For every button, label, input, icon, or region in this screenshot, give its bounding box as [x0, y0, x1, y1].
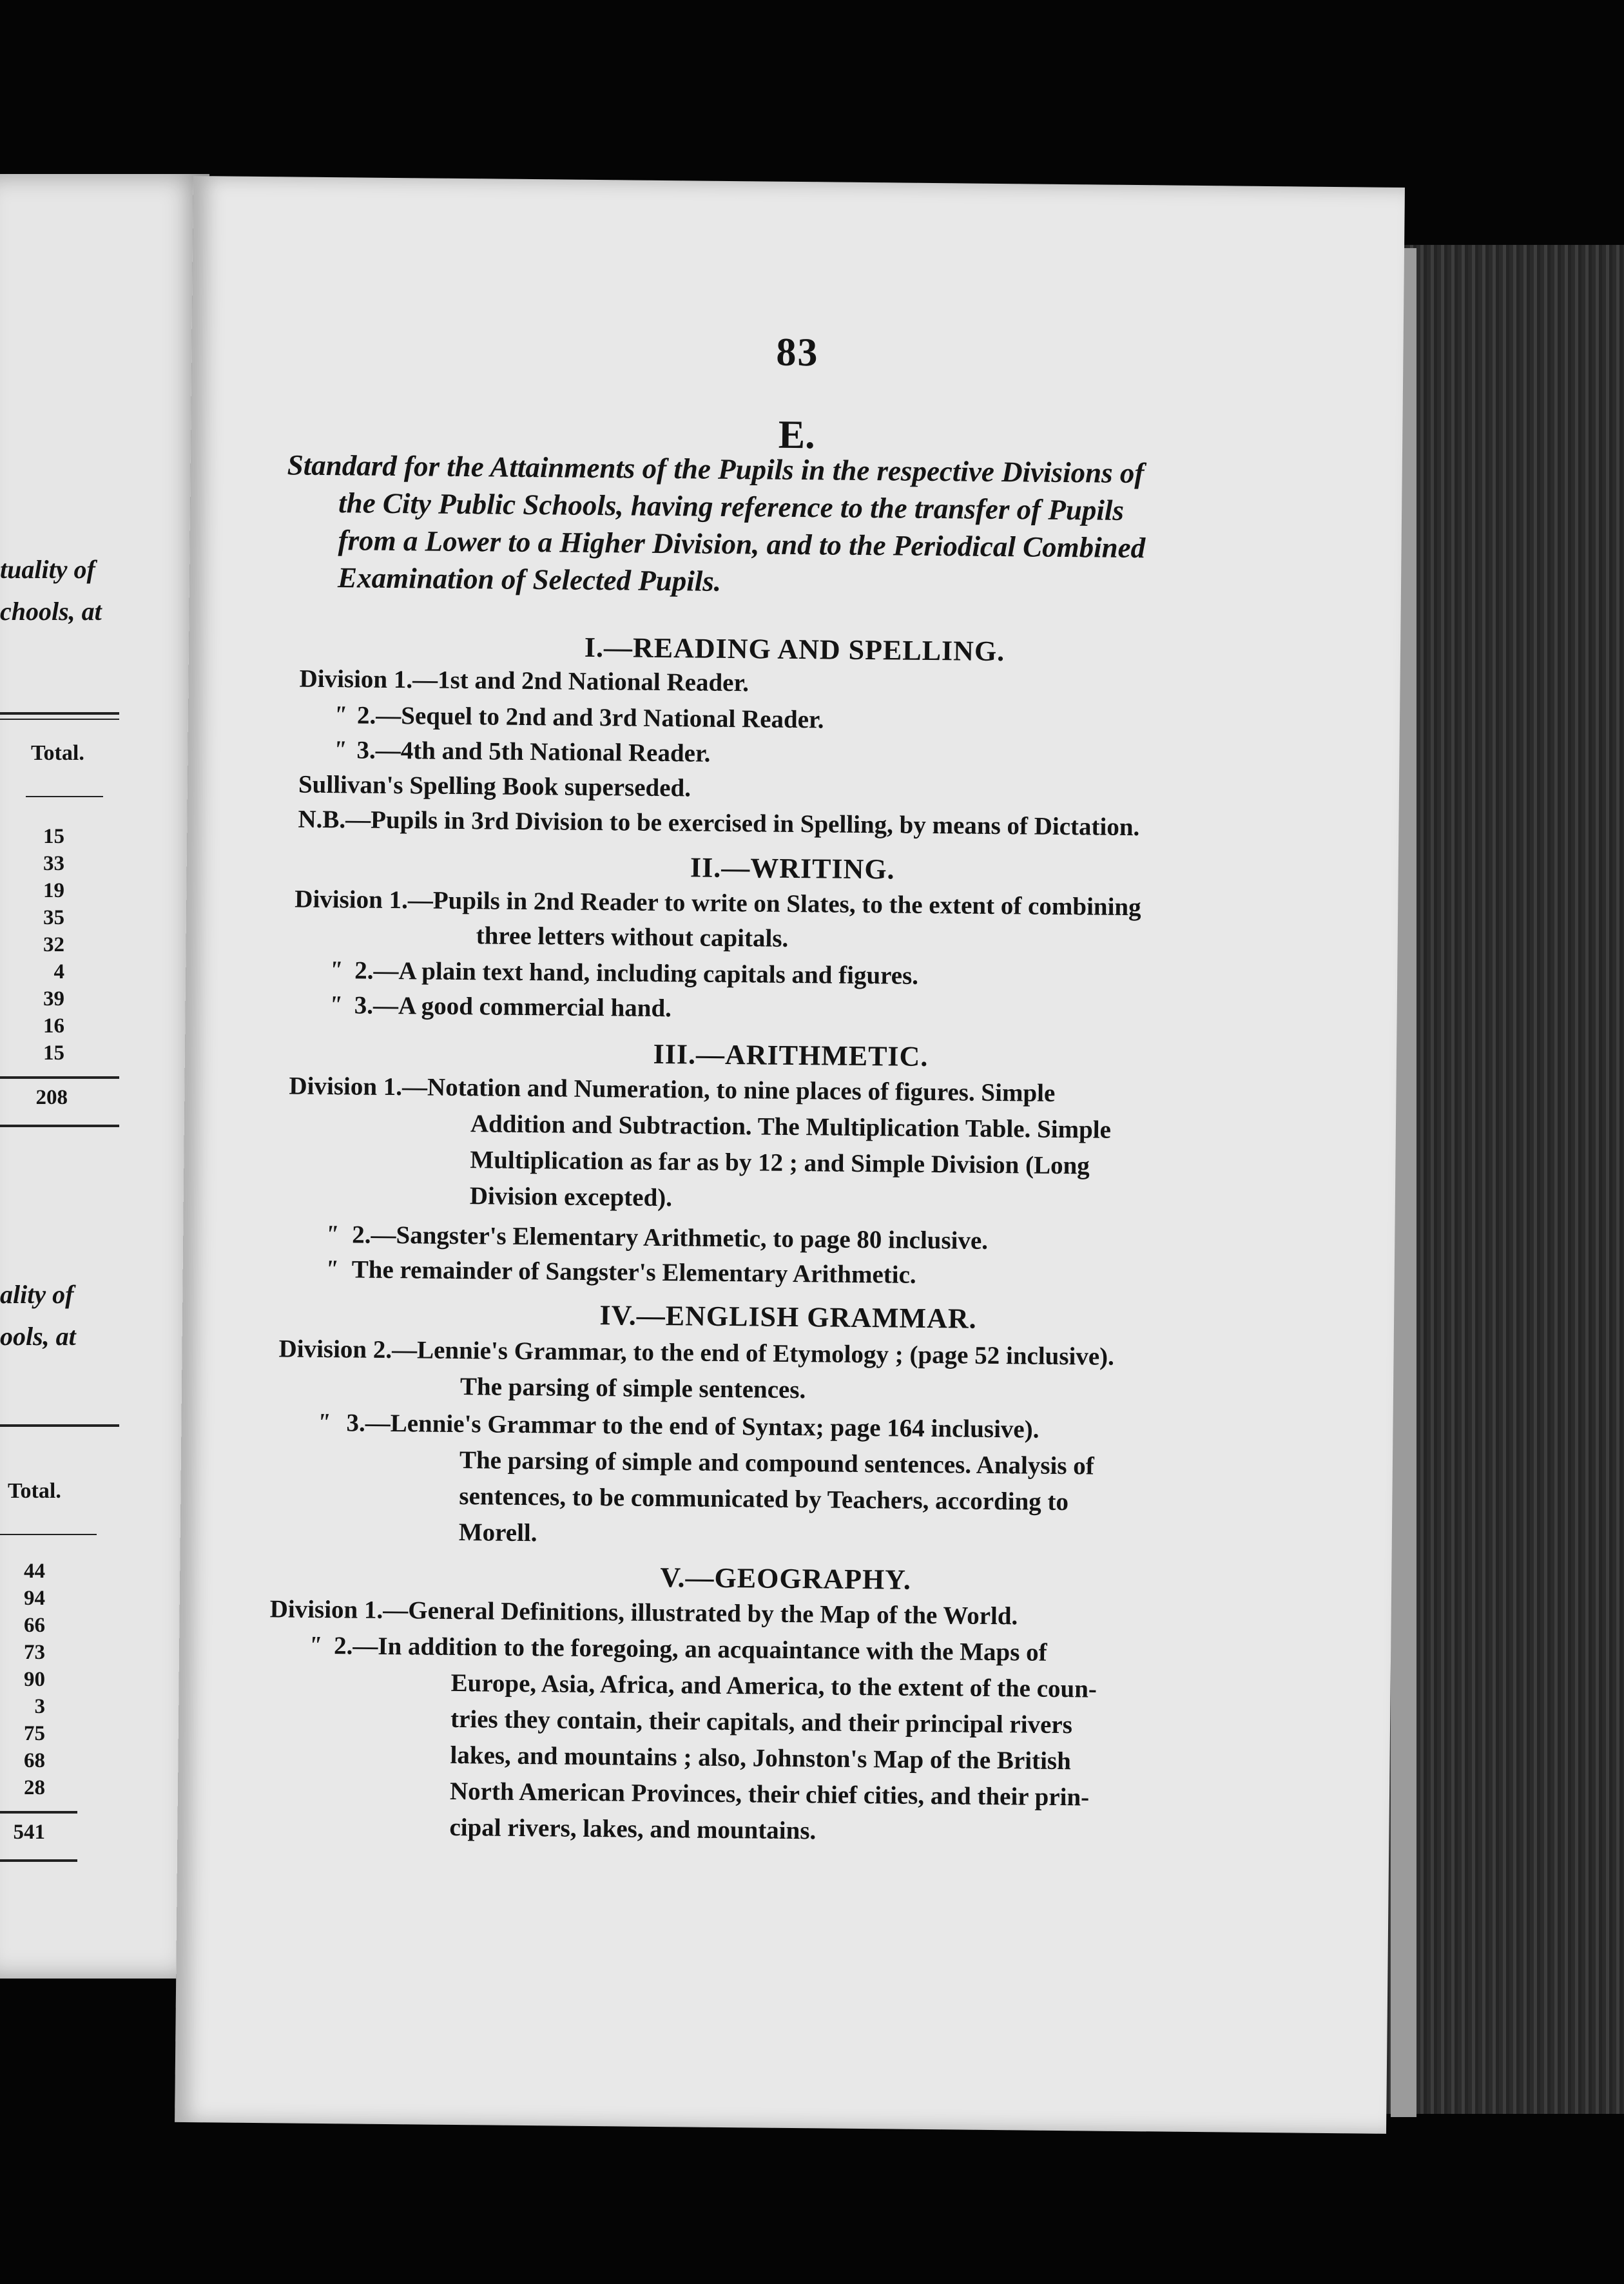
reading-line: Division 1.—1st and 2nd National Reader. [299, 664, 749, 697]
section-heading-writing: II.—WRITING. [690, 851, 895, 886]
left-table-rule [0, 1424, 119, 1427]
reading-line: N.B.—Pupils in 3rd Division to be exercised in Spelling, by means of Dictation. [298, 805, 1140, 842]
geography-line: tries they contain, their capitals, and their principal rivers [450, 1705, 1073, 1739]
writing-line: three letters without capitals. [476, 922, 789, 953]
left-table-cell: 15 [43, 825, 64, 848]
left-table-rule [0, 712, 119, 715]
title-line: Standard for the Attainments of the Pupils in the respective Divisions of [287, 449, 1145, 490]
left-table-rule [26, 796, 103, 797]
left-table-cell: 75 [24, 1722, 45, 1745]
left-table-header: Total. [8, 1479, 61, 1503]
left-table-rule [0, 1125, 119, 1127]
reading-line: 2.—Sequel to 2nd and 3rd National Reader. [356, 701, 824, 734]
book-page [175, 176, 1405, 2134]
left-table-cell: 90 [24, 1668, 45, 1691]
reading-line: 3.—4th and 5th National Reader. [356, 736, 711, 768]
geography-line: North American Provinces, their chief cities, and their prin- [449, 1777, 1090, 1812]
left-table-cell: 39 [43, 987, 64, 1011]
left-table-cell: 32 [43, 933, 64, 956]
left-table-cell: 66 [24, 1614, 45, 1637]
arithmetic-line: Division excepted). [469, 1182, 673, 1212]
left-table-rule [0, 1859, 77, 1862]
left-page-fragment: ools, at [0, 1322, 76, 1351]
ditto-mark: " [328, 991, 343, 1019]
left-page-fragment: ality of [0, 1280, 74, 1309]
reading-line: Sullivan's Spelling Book superseded. [298, 770, 691, 802]
left-table-total: 541 [13, 1821, 45, 1844]
left-table-cell: 35 [43, 906, 64, 929]
appendix-letter: E. [778, 412, 815, 458]
arithmetic-line: Addition and Subtraction. The Multiplication Table. Simple [470, 1110, 1112, 1144]
left-table-cell: 44 [24, 1560, 45, 1583]
book-fore-edge [1386, 245, 1624, 2114]
left-table-cell: 4 [53, 960, 64, 983]
grammar-line: 3.—Lennie's Grammar to the end of Syntax; page 164 inclusive). [346, 1409, 1039, 1444]
geography-line: Europe, Asia, Africa, and America, to the extent of the coun- [450, 1669, 1097, 1703]
left-table-total: 208 [35, 1086, 68, 1109]
grammar-line: The parsing of simple and compound sentences. Analysis of [459, 1446, 1095, 1480]
geography-line: lakes, and mountains ; also, Johnston's Map of the British [450, 1741, 1071, 1776]
section-heading-grammar: IV.—ENGLISH GRAMMAR. [599, 1299, 977, 1335]
grammar-line: The parsing of simple sentences. [459, 1373, 806, 1404]
title-line: from a Lower to a Higher Division, and to the Periodical Combined [338, 524, 1146, 565]
left-table-cell: 3 [34, 1695, 45, 1718]
left-table-rule [0, 1811, 77, 1814]
geography-line: Division 1.—General Definitions, illustrated by the Map of the World. [269, 1595, 1018, 1631]
left-table-cell: 28 [24, 1776, 45, 1799]
grammar-line: Division 2.—Lennie's Grammar, to the end of Etymology ; (page 52 inclusive). [278, 1335, 1115, 1371]
left-page-fragment: chools, at [0, 597, 102, 626]
ditto-mark: " [325, 1221, 339, 1248]
left-page-fragment: tuality of [0, 555, 95, 584]
ditto-mark: " [307, 1631, 322, 1659]
ditto-mark: " [316, 1408, 331, 1437]
title-line: Examination of Selected Pupils. [337, 561, 722, 597]
writing-line: 3.—A good commercial hand. [354, 991, 672, 1023]
left-table-rule [0, 1534, 97, 1535]
arithmetic-line: Multiplication as far as by 12 ; and Simple Division (Long [470, 1146, 1090, 1180]
ditto-mark: " [324, 1255, 339, 1283]
left-table-cell: 16 [43, 1014, 64, 1038]
grammar-line: Morell. [458, 1518, 537, 1547]
arithmetic-line: The remainder of Sangster's Elementary Arithmetic. [351, 1255, 916, 1289]
left-table-rule [0, 719, 119, 720]
grammar-line: sentences, to be communicated by Teachers, according to [459, 1482, 1069, 1516]
arithmetic-line: Division 1.—Notation and Numeration, to nine places of figures. Simple [289, 1072, 1056, 1107]
arithmetic-line: 2.—Sangster's Elementary Arithmetic, to page 80 inclusive. [352, 1221, 989, 1255]
left-table-cell: 73 [24, 1641, 45, 1664]
left-table-cell: 68 [24, 1749, 45, 1772]
geography-line: cipal rivers, lakes, and mountains. [449, 1813, 817, 1845]
section-heading-arithmetic: III.—ARITHMETIC. [653, 1038, 929, 1072]
page-number: 83 [776, 330, 819, 375]
section-heading-reading: I.—READING AND SPELLING. [584, 631, 1005, 668]
left-table-rule [0, 1076, 119, 1079]
left-table-cell: 33 [43, 852, 64, 875]
left-table-header: Total. [31, 741, 84, 765]
section-heading-geography: V.—GEOGRAPHY. [660, 1562, 912, 1596]
geography-line: 2.—In addition to the foregoing, an acquaintance with the Maps of [333, 1632, 1047, 1667]
left-table-cell: 15 [43, 1041, 64, 1065]
ditto-mark: " [333, 701, 347, 729]
writing-line: 2.—A plain text hand, including capitals and figures. [354, 956, 919, 990]
ditto-mark: " [333, 736, 347, 764]
writing-line: Division 1.—Pupils in 2nd Reader to write on Slates, to the extent of combining [295, 885, 1141, 922]
left-table-cell: 19 [43, 879, 64, 902]
left-table-cell: 94 [24, 1587, 45, 1610]
document-title [286, 446, 1325, 605]
ditto-mark: " [329, 956, 343, 984]
title-line: the City Public Schools, having reference to the transfer of Pupils [338, 487, 1125, 527]
